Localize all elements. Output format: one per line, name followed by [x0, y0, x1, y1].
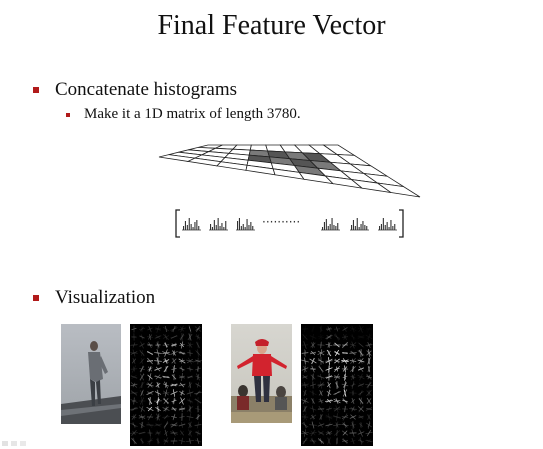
slide-nav-controls[interactable]: [0, 437, 40, 449]
grid-cell: [320, 154, 351, 164]
grid-cell: [225, 153, 249, 160]
grid-cell: [233, 145, 251, 150]
grid-cell: [299, 172, 333, 183]
grid-cell: [249, 150, 269, 157]
grid-cell: [294, 166, 325, 176]
grid-cell: [364, 174, 404, 187]
grid-cell: [216, 145, 237, 149]
bullet-text: Concatenate histograms: [55, 79, 238, 100]
bullet-marker: [66, 113, 70, 117]
person-on-ledge-hog: [130, 324, 202, 446]
grid-cell: [273, 169, 304, 179]
histogram-glyph: [350, 218, 369, 230]
grid-cell: [290, 159, 318, 169]
grid-cell: [266, 145, 285, 152]
bullet-concatenate: [33, 79, 237, 101]
grid-cell: [188, 147, 215, 151]
grid-cell: [209, 148, 233, 153]
grid-cell: [337, 155, 371, 166]
grid-cell: [269, 157, 294, 166]
grid-cell: [280, 145, 302, 153]
grid-cell: [295, 145, 320, 154]
grid-cell: [221, 158, 248, 166]
grid-cell: [195, 155, 225, 162]
grid-cell: [217, 162, 247, 171]
grid-cell: [246, 165, 275, 175]
grid-cell: [318, 168, 352, 179]
bullet-marker: [33, 87, 39, 93]
grid-cell: [324, 145, 355, 155]
grid-cell: [310, 160, 341, 170]
grid-cell: [341, 171, 378, 183]
histogram-glyph: [236, 218, 255, 230]
histogram-glyph: [321, 218, 340, 230]
histogram-glyph: [378, 218, 397, 230]
bullet-marker: [33, 295, 39, 301]
grid-cell: [351, 164, 388, 176]
slide-title: Final Feature Vector: [157, 10, 386, 41]
grid-cell: [250, 145, 267, 151]
grid-cell: [248, 155, 271, 163]
grid-cell: [247, 160, 273, 169]
grid-cell: [271, 163, 299, 173]
grid-cell: [202, 152, 229, 158]
person-red-jacket-hog: [301, 324, 373, 446]
grid-cell: [285, 152, 310, 161]
bullet-text: Make it a 1D matrix of length 3780.: [84, 106, 301, 122]
vector-ellipsis: ··········: [262, 215, 301, 229]
grid-cell: [268, 151, 290, 159]
person-on-ledge-photo: [61, 324, 121, 424]
person-red-jacket-photo: [231, 324, 292, 423]
bullet-text: Visualization: [55, 287, 156, 308]
histogram-glyph: [209, 218, 228, 230]
grid-cell: [309, 145, 337, 155]
sub-bullet-length: [66, 106, 301, 123]
grid-cell: [325, 176, 362, 188]
grid-cell: [330, 162, 364, 173]
vector-left-bracket: [176, 210, 180, 237]
grid-cell: [198, 145, 222, 148]
grid-cell: [169, 152, 202, 158]
histogram-glyph: [182, 218, 201, 230]
grid-cell: [351, 179, 391, 192]
grid-cell: [188, 158, 221, 166]
grid-cell: [179, 150, 209, 155]
vector-right-bracket: [399, 210, 403, 237]
grid-cell: [229, 149, 250, 155]
grid-cell: [378, 183, 420, 197]
grid-cell: [302, 153, 330, 163]
grid-cell: [159, 155, 195, 162]
bullet-visualization: [33, 287, 155, 309]
